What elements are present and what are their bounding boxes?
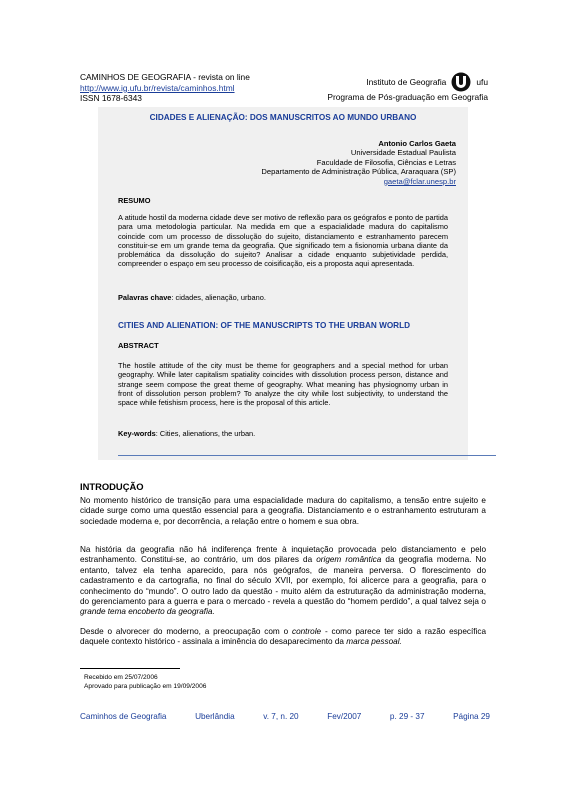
p3-part-c: - como parece ter sido a razão específica daquele contexto histórico - assinala a iminência do desaparecimento da: [80, 627, 486, 647]
ufu-logo-icon: [450, 72, 472, 92]
intro-heading: INTRODUÇÃO: [80, 481, 144, 492]
p2-part-c: da geografia moderna. No entanto, talvez ela tenha aparecido, para nós geógrafos, de maneira perversa. O florescimento do cadastramento e da cartografia, no final do século XVII, por exemplo, foi alicerce para a geografia, para o conhecimento do “mundo”. O outro lado da questão - muito além da estruturação da administração moderna, do gerenciamento para a guerra e para o mercado - revela a questão do “homem perdido”, a qual talvez seja o: [80, 555, 486, 607]
abstract-heading: ABSTRACT: [118, 341, 159, 350]
footer-pages: p. 29 - 37: [389, 712, 425, 721]
page-footer: [80, 712, 490, 721]
institute-header: [327, 72, 488, 103]
author-email-link[interactable]: gaeta@fclar.unesp.br: [383, 176, 456, 186]
p2-emphasis-tema: grande tema encoberto da geografia.: [80, 607, 215, 617]
institute-name: Instituto de Geografia: [366, 76, 447, 87]
intro-paragraph-3: [80, 627, 486, 648]
abstract-keywords-label: Key-words: [118, 429, 156, 438]
author-affiliation-2: Faculdade de Filosofia, Ciências e Letras: [316, 157, 456, 167]
issn: ISSN 1678-6343: [80, 93, 142, 103]
author-affiliation-1: Universidade Estadual Paulista: [350, 148, 456, 158]
footnote-rule: [80, 668, 180, 669]
p2-part-a: Na história da geografia não há indiferença frente à inquietação provocada pelo distanciamento e pelo estranhamento. Constitui-se, ao contrário, um dos pilares da: [80, 545, 486, 565]
abstract-keywords: [118, 429, 255, 438]
journal-header: [80, 72, 250, 104]
resumo-keywords-text: : cidades, alienação, urbano.: [171, 293, 266, 302]
author-affiliation-3: Departamento de Administração Pública, Araraquara (SP): [261, 167, 456, 177]
intro-paragraph-2: [80, 545, 486, 618]
program-name: Programa de Pós-graduação em Geografia: [327, 92, 488, 102]
footer-date: Fev/2007: [327, 712, 362, 721]
resumo-keywords-label: Palavras chave: [118, 293, 172, 302]
intro-paragraph-1: No momento histórico de transição para uma espacialidade madura do capitalismo, a tensão entre sujeito e cidade surge como uma questão essencial para a geografia. Distanciamento e o estranhamento estruturam a sociedade moderna e, por decorrência, a relação entre o homem e sua obra.: [80, 496, 486, 526]
abstract-text: The hostile attitude of the city must be theme for geographers and a special method for urban geography. While later capitalism spatiality coincides with dissolution process person, distance and strange seem compose the great theme of geography. What meaning has physiognomy urban in front of dissolution person problem? To analyze the city while lost subjectivity, to understand the space while fetishism process, here is the proposal of this article.: [118, 361, 448, 408]
journal-name: CAMINHOS DE GEOGRAFIA - revista on line: [80, 72, 250, 82]
abstract-keywords-text: : Cities, alienations, the urban.: [155, 429, 256, 438]
footer-city: Uberlândia: [195, 712, 235, 721]
p2-emphasis-origem: origem romântica: [316, 555, 382, 565]
resumo-keywords: [118, 293, 266, 302]
p3-emphasis-controle: controle: [291, 627, 322, 636]
title-english: CITIES AND ALIENATION: OF THE MANUSCRIPTS TO THE URBAN WORLD: [118, 321, 411, 330]
ufu-label: ufu: [476, 76, 488, 87]
footer-volume: v. 7, n. 20: [263, 712, 299, 721]
section-divider: [118, 455, 496, 456]
p3-emphasis-marca: marca pessoal.: [346, 637, 402, 647]
author-name: Antonio Carlos Gaeta: [378, 139, 456, 148]
author-block: [261, 139, 456, 186]
footnote-received: Recebido em 25/07/2006: [84, 674, 158, 681]
footer-journal: Caminhos de Geografia: [80, 712, 167, 721]
footer-page-number: Página 29: [453, 712, 490, 721]
resumo-heading: RESUMO: [118, 196, 151, 205]
resumo-text: A atitude hostil da moderna cidade deve ser motivo de reflexão para os geógrafos e ponto de partida para uma metodologia particular. Na medida em que a espacialidade madura do capitalismo coincide com um processo de dissolução do sujeito, distanciamento e estranhamento parecem constituir-se em um grande tema da geografia. Que significado tem a fisionomia urbana diante da problemática da dissolução do sujeito? Analisar a cidade enquanto subjetividade perdida, compreender o espaço em seu processo de coisificação, eis a proposta aqui apresentada.: [118, 213, 448, 269]
p3-part-a: Desde o alvorecer do moderno, a preocupação com o: [80, 627, 292, 636]
footnote-approved: Aprovado para publicação em 19/09/2006: [84, 683, 207, 690]
journal-url-link[interactable]: http://www.ig.ufu.br/revista/caminhos.html: [80, 82, 235, 93]
title-portuguese: CIDADES E ALIENAÇÃO: DOS MANUSCRITOS AO MUNDO URBANO: [149, 113, 417, 122]
